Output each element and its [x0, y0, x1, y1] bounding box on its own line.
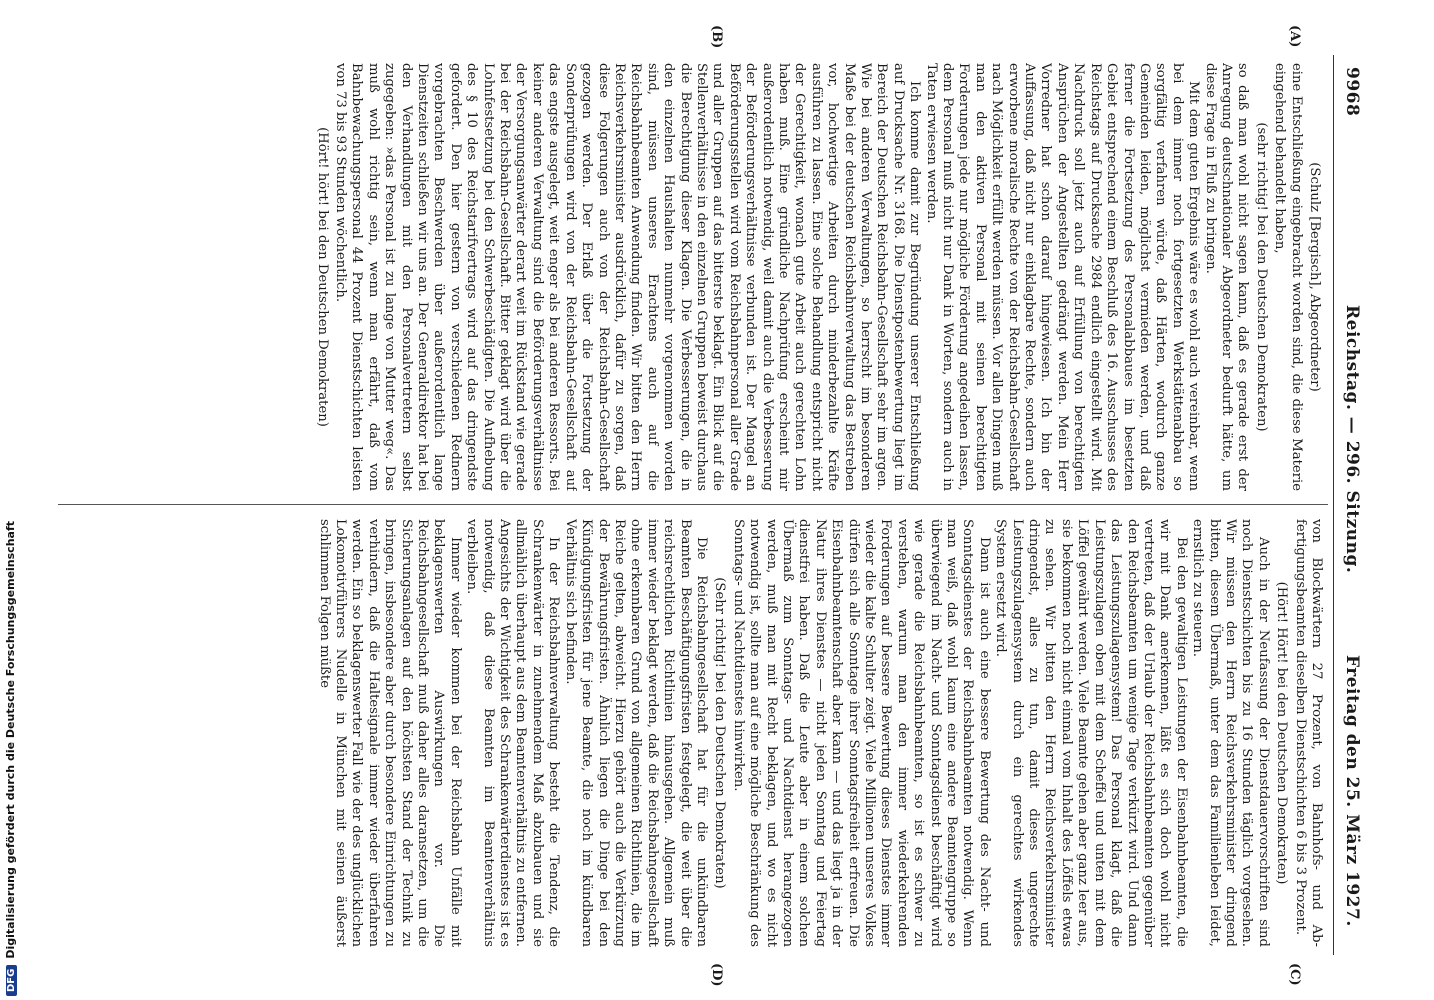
- session-title: Reichstag. — 296. Sitzung.: [1342, 305, 1362, 574]
- left-column: [64, 63, 1324, 491]
- paragraph: Die Reichsbahngesellschaft hat für die unkündbaren Beamten Beschäftigungsfristen festgelegt, die weit über die reichsrechtlichen Richtlinien hinausgehen. Allgemein muß immer wieder beklagt werden, daß die Reichsbahngesellschaft ohne erkennbaren Grund von allgemeinen Richtlinien, die im Reiche gelten, abweicht. Hierzu gehört auch die Verkürzung der Bewährungsfristen. Ähnlich liegen die Dinge bei den Kündigungsfristen für jene Beamte, die noch im kündbaren Verhältnis sich befinden.: [562, 519, 709, 947]
- paragraph: von Blockwärtern 27 Prozent, von Bahnhofs- und Ab- fertigungsbeamten dieselben Dienstschichten 6 bis 3 Prozent.: [1292, 519, 1324, 947]
- right-column: [64, 519, 1324, 947]
- paragraph: Dann ist auch eine bessere Bewertung des Nacht- und Sonntagsdienstes der Reichsbahnbeamten notwendig. Wenn man weiß, daß wohl kaum eine andere Beamtengruppe so überwiegend im Nacht- und Sonntagsdienst beschäftigt wird wie gerade die Reichsbahnbeamten, so ist es schwer zu verstehen, warum man den immer wiederkehrenden Forderungen auf bessere Bewertung dieses Dienstes immer wieder die kalte Schulter zeigt. Viele Millionen unseres Volkes dürfen sich alle Sonntage ihrer Sonntagsfreiheit erfreuen. Die Eisenbahnbeamtenschaft aber kann — und das liegt ja in der Natur ihres Dienstes — nicht jeden Sonntag und Feiertag dienstfrei haben. Daß die Leute aber in einem solchen Übermaß zum Sonntags- und Nachtdienst herangezogen werden, muß man mit Recht beklagen, und wo es nicht notwendig ist, sollte man auf eine mögliche Beschränkung des Sonntags- und Nachtdienstes hinwirken.: [730, 519, 992, 947]
- paragraph: Ich komme damit zur Begründung unserer Entschließung auf Drucksache Nr. 3168. Die Dienstpostenbewertung liegt im Bereich der Deutschen Reichsbahn-Gesellschaft sehr im argen. Wie bei anderen Verwaltungen, so herrscht im besonderen Maße bei der deutschen Reichsbahnverwaltung das Bestreben vor, hochwertige Arbeiten durch minderbezahlte Kräfte ausführen zu lassen. Eine solche Behandlung entspricht nicht der Gerechtigkeit, wonach gute Arbeit auch gerechten Lohn haben muß. Eine gründliche Nachprüfung erscheint mir außerordentlich notwendig, weil damit auch die Verbesserung der Beförderungsverhältnisse verbunden ist. Der Mangel an Beförderungsstellen wird vom Reichsbahnpersonal aller Grade und aller Gruppen auf das bitterste beklagt. Ein Blick auf die Stellenverhältnisse in den einzelnen Gruppen beweist durchaus die Berechtigung dieser Klagen. Die Verbesserungen, die in den einzelnen Haushalten nunmehr vorgenommen worden sind, müssen unseres Erachtens auch auf die Reichsbahnbeamten Anwendung finden. Wir bitten den Herrn Reichsverkehrsminister ausdrücklich, dafür zu sorgen, daß diese Folgerungen auch von der Reichsbahn-Gesellschaft gezogen werden. Der Erlaß über die Fortsetzung der Sonderprüfungen wird von der Reichsbahn-Gesellschaft auf das engste ausgelegt, weit enger als bei anderen Ressorts. Bei keiner anderen Verwaltung sind die Beförderungsverhältnisse der Versorgungsanwärter derart weit im Rückstand wie gerade bei der Reichsbahn-Gesellschaft. Bitter geklagt wird über die Lohnfestsetzung bei den Schwerbeschädigten. Die Aufhebung des § 10 des Reichstarifvertrags wird auf das dringendste gefordert. Den hier gestern von verschiedenen Rednern vorgebrachten Beschwerden über außerordentlich lange Dienstzeiten schließen wir uns an. Der Generaldirektor hat bei den Verhandlungen mit den Personalvertretern selbst zugegeben: »das Personal ist zu lange von Mutter weg«. Das muß wohl richtig sein, wenn man erfährt, daß vom Bahnbewachungspersonal 44 Prozent Dienstschichten leisten von 73 bis 93 Stunden wöchentlich.: [333, 63, 923, 491]
- interjection: (Sehr richtig! bei den Deutschen Demokraten): [712, 577, 728, 889]
- header-rule: [1333, 55, 1334, 955]
- paragraph: so daß man wohl nicht sagen kann, daß es gerade erst der Anregung deutschnationaler Abgeordneter bedurft hätte, um diese Frage in Fluß zu bringen.: [1202, 63, 1251, 491]
- margin-mark-a: (A): [1287, 25, 1302, 48]
- digitization-credit: [4, 0, 22, 996]
- session-date: Freitag den 25. März 1927.: [1342, 655, 1362, 927]
- margin-mark-d: (D): [709, 963, 724, 987]
- page-number: 9968: [1342, 67, 1362, 117]
- speaker-line: (Schulz [Bergisch], Abgeordneter): [1307, 162, 1322, 392]
- paragraph: In der Reichsbahnverwaltung besteht die Tendenz, die Schrankenwärter in zunehmendem Maß abzubauen und sie allmählich überhaupt aus dem Beamtenverhältnis zu entfernen. Angesichts der Wichtigkeit des Schrankenwärterdienstes ist es notwendig, daß diese Beamten im Beamtenverhältnis verbleiben.: [464, 519, 562, 947]
- running-head: [1336, 55, 1364, 955]
- interjection: (sehr richtig! bei den Deutschen Demokraten): [1253, 122, 1269, 432]
- interjection: (Hört! Hört! bei den Deutschen Demokraten): [1274, 581, 1290, 885]
- paragraph: Immer wieder kommen bei der Reichsbahn Unfälle mit beklagenswerten Auswirkungen vor. Die Reichsbahngesellschaft muß daher alles daransetzen, um die Sicherungsanlagen auf den höchsten Stand der Technik zu bringen, insbesondere aber durch besondere Einrichtungen zu verhindern, daß die Haltesignale immer wieder überfahren werden. Ein so beklagenswerter Fall wie der des unglücklichen Lokomotivführers Nudelle in München mit seinen äußerst schlimmen Folgen müßte: [316, 519, 463, 947]
- credit-text: Digitalisierung gefördert durch die Deutsche Forschungsgemeinschaft: [4, 520, 17, 959]
- column-divider: [58, 504, 1328, 505]
- paragraph: Bei den gewaltigen Leistungen der Eisenbahnbeamten, die wir mit Dank anerkennen, läßt es sich doch wohl nicht vertreten, daß der Urlaub der Reichsbahnbeamten gegenüber den Reichsbeamten um wenige Tage verkürzt wird. Und dann das Leistungszulagensystem! Das Personal klagt, daß die Leistungszulagen oben mit dem Scheffel und unten mit dem Löffel gewährt werden. Viele Beamte gehen aber ganz leer aus, sie bekommen noch nicht einmal vom Inhalt des Löffels etwas zu sehen. Wir bitten den Herrn Reichsverkehrsminister dringendst, alles zu tun, damit dieses ungerechte Leistungszulagensystem durch ein gerechtes wirkendes System ersetzt wird.: [993, 519, 1189, 947]
- interjection: (Hört! hört! bei den Deutschen Demokraten): [314, 127, 330, 427]
- page-content: [54, 25, 1364, 987]
- margin-mark-b: (B): [709, 25, 724, 49]
- paragraph: Auch in der Neufassung der Dienstdauervorschriften sind noch Dienstschichten bis zu 16 Stunden täglich vorgesehen. Wir müssen den Herrn Reichsverkehrsminister dringend bitten, diesem Übermaß, unter dem das Familienleben leidet, ernstlich zu steuern.: [1190, 519, 1271, 947]
- paragraph: eine Entschließung eingebracht worden sind, die diese Materie eingehend behandelt haben,: [1272, 63, 1304, 491]
- dfg-logo-icon: DFG: [6, 965, 17, 996]
- paragraph: Mit dem guten Ergebnis wäre es wohl auch vereinbar, wenn bei dem immer noch fortgesetzten Werkstättenabbau so sorgfältig verfahren würde, daß Härten, wodurch ganze Gemeinden leiden, möglichst vermieden werden, und daß ferner die Fortsetzung des Personalabbaues im besetzten Gebiet entsprechend einem Beschluß des 16. Ausschusses des Reichstags auf Drucksache 2984 endlich eingestellt wird. Mit Nachdruck soll jetzt auch auf Erfüllung von berechtigten Ansprüchen der Angestellten gedrängt werden. Mein Herr Vorredner hat schon darauf hingewiesen. Ich bin der Auffassung, daß nicht nur einklagbare Rechte, sondern auch erworbene moralische Rechte von der Reichsbahn-Gesellschaft nach Möglichkeit erfüllt werden müssen. Vor allen Dingen muß man den aktiven Personal mit seinen berechtigten Forderungen jede nur mögliche Förderung angedeihen lassen, dem Personal muß nicht nur Dank in Worten, sondern auch in Taten erwiesen werden.: [923, 63, 1202, 491]
- margin-mark-c: (C): [1287, 963, 1302, 986]
